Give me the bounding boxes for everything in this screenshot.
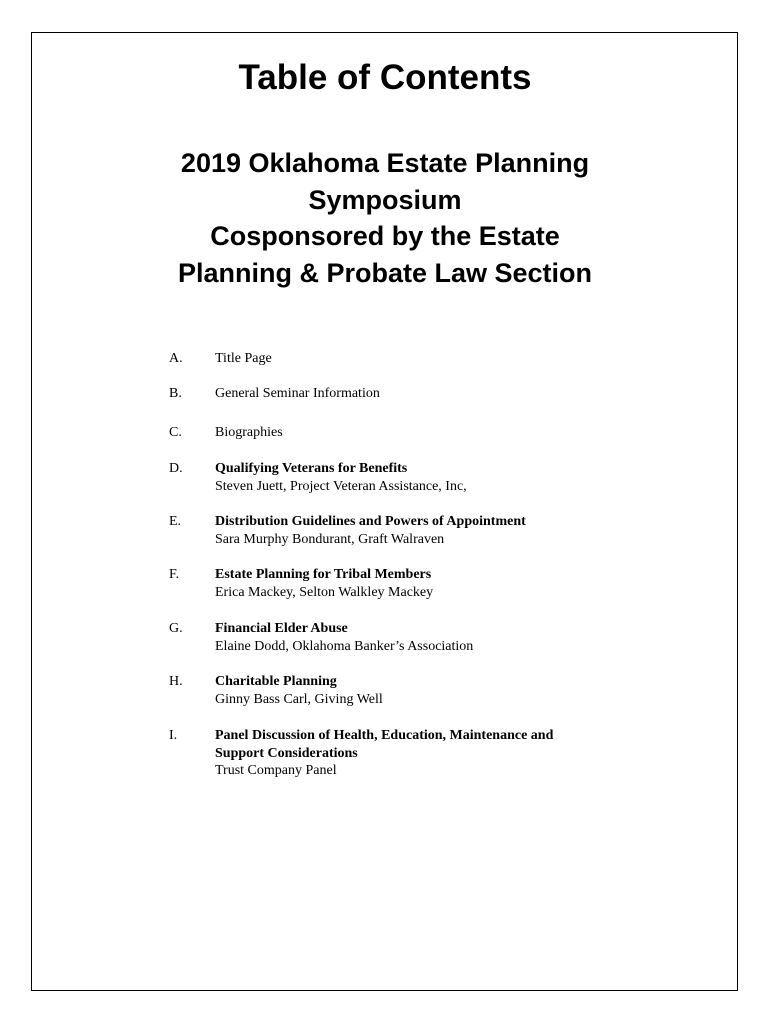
event-title xyxy=(0,145,770,291)
toc-item-body xyxy=(215,673,715,708)
toc-item-title-line: Panel Discussion of Health, Education, Maintenance and xyxy=(215,728,554,743)
page-title: Table of Contents xyxy=(238,58,532,97)
event-title-line: 2019 Oklahoma Estate Planning xyxy=(180,148,590,178)
toc-item-letter: I. xyxy=(169,728,178,743)
toc-item-presenter: Trust Company Panel xyxy=(215,763,337,778)
toc-item-letter: F. xyxy=(169,567,180,582)
toc-item-letter: A. xyxy=(169,351,183,366)
toc-item-title: Estate Planning for Tribal Members xyxy=(215,567,432,582)
toc-item-presenter: Erica Mackey, Selton Walkley Mackey xyxy=(215,584,434,600)
toc-item-letter: H. xyxy=(169,674,183,689)
toc-item-letter: D. xyxy=(169,461,183,476)
toc-item-presenter: Sara Murphy Bondurant, Graft Walraven xyxy=(215,531,445,547)
toc-item-presenter: Ginny Bass Carl, Giving Well xyxy=(215,691,383,707)
toc-item-body xyxy=(215,620,715,655)
toc-item-body xyxy=(215,566,715,601)
toc-item-title: Title Page xyxy=(215,351,272,366)
toc-item-presenter: Elaine Dodd, Oklahoma Banker’s Association xyxy=(215,638,474,654)
toc-item-body xyxy=(215,727,715,780)
toc-item-title: General Seminar Information xyxy=(215,386,380,401)
toc-item-letter: B. xyxy=(169,386,182,401)
toc-item-body xyxy=(215,424,715,442)
toc-item-title: Charitable Planning xyxy=(215,674,337,689)
toc-item-letter: C. xyxy=(169,425,182,440)
toc-item-letter: E. xyxy=(169,514,182,529)
toc-item-body xyxy=(215,460,715,495)
toc-item-body xyxy=(215,350,715,368)
event-title-line: Symposium xyxy=(308,184,462,215)
toc-item-title: Distribution Guidelines and Powers of Appointment xyxy=(215,514,526,529)
toc-item-body xyxy=(215,385,715,403)
toc-item-title: Qualifying Veterans for Benefits xyxy=(215,461,408,476)
toc-item-title-line: Support Considerations xyxy=(215,745,358,761)
toc-item-body xyxy=(215,513,715,548)
event-title-line: Planning & Probate Law Section xyxy=(177,257,593,288)
event-title-line: Cosponsored by the Estate xyxy=(210,221,560,251)
toc-item-title xyxy=(215,727,715,762)
toc-item-title: Biographies xyxy=(215,425,283,440)
toc-item-letter: G. xyxy=(169,621,183,636)
toc-item-presenter: Steven Juett, Project Veteran Assistance, Inc, xyxy=(215,478,467,494)
toc-item-title: Financial Elder Abuse xyxy=(215,621,348,636)
